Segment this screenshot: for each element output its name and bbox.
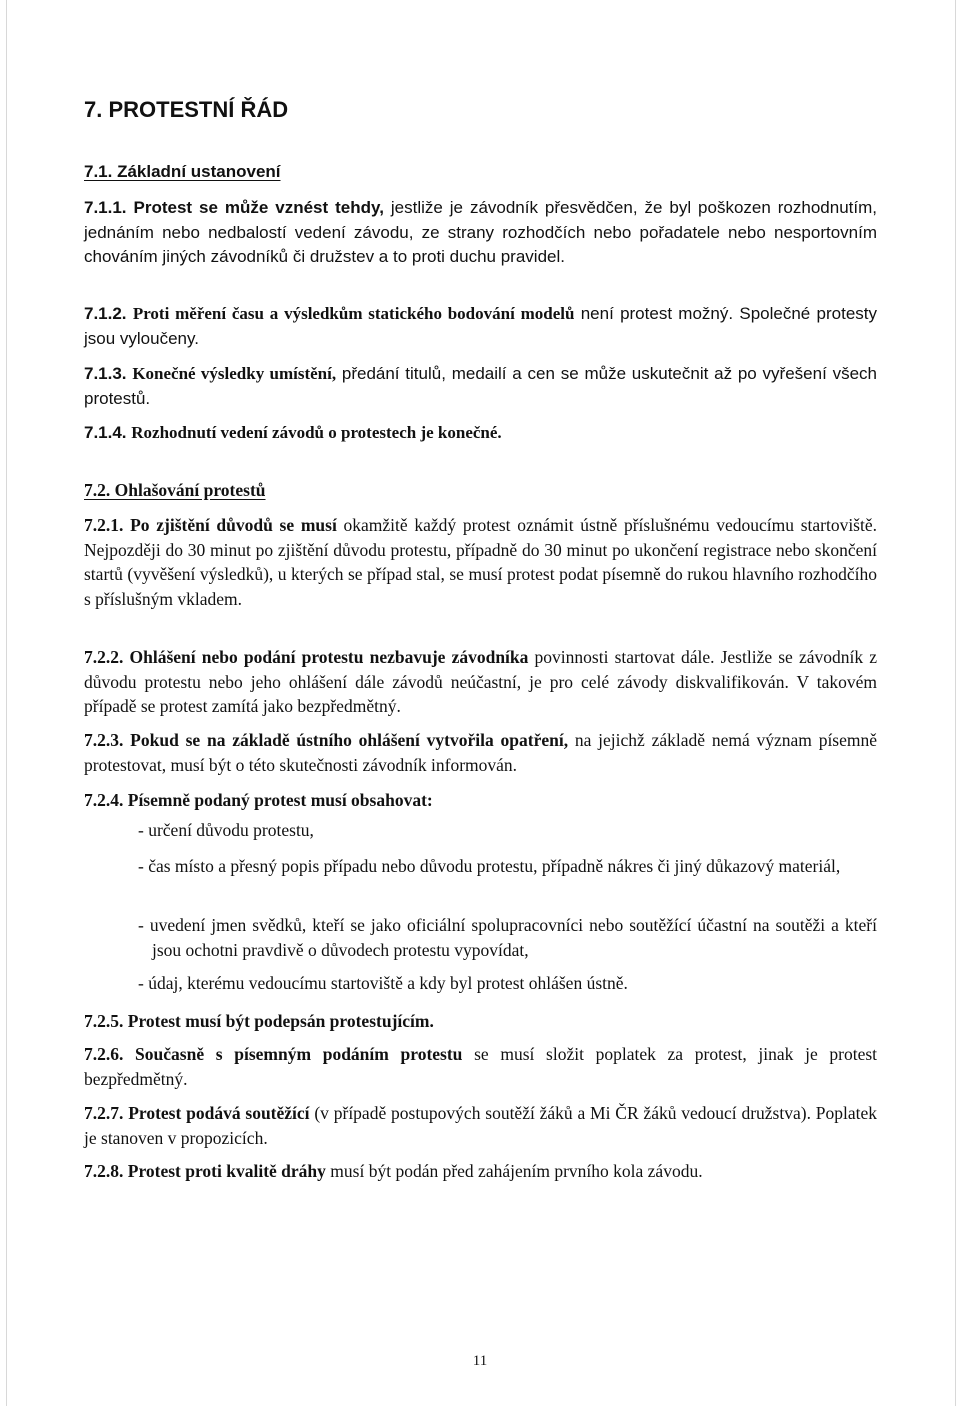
section-1-title: 7.1. Základní ustanovení (84, 162, 281, 181)
paragraph-text: předání titulů, medailí a cen se může uskutečnit až po vyřešení všech protestů. (84, 364, 877, 408)
paragraph-bold: Písemně podaný protest musí obsahovat: (127, 790, 433, 810)
paragraph-bold: Ohlášení nebo podání protestu nezbavuje závodníka (129, 647, 529, 667)
paragraph-number: 7.2.3. (84, 730, 124, 750)
paragraph-number: 7.2.8. (84, 1161, 124, 1181)
paragraph-number: 7.2.1. (84, 515, 124, 535)
list-item: - uvedení jmen svědků, kteří se jako oficiální spolupracovníci nebo soutěžící účastní na soutěži a kteří jsou ochotni pravdivě o důvodech protestu vypovídat, (138, 915, 877, 960)
paragraph-7-2-5 (84, 1009, 877, 1034)
paragraph-number: 7.2.4. (84, 790, 124, 810)
paragraph-bold: Protest podává soutěžící (128, 1103, 310, 1123)
paragraph-number: 7.2.2. (84, 647, 124, 667)
paragraph-7-2-4 (84, 788, 877, 813)
paragraph-number: 7.1.1. (84, 198, 127, 217)
paragraph-bold: Po zjištění důvodů se musí (130, 515, 337, 535)
paragraph-number: 7.1.4. (84, 423, 127, 442)
list-item: - určení důvodu protestu, (138, 820, 314, 840)
paragraph-7-2-3 (84, 728, 877, 777)
paragraph-bold: Rozhodnutí vedení závodů o protestech je konečné. (131, 423, 502, 442)
paragraph-number: 7.1.3. (84, 364, 127, 383)
paragraph-text: musí být podán před zahájením prvního kola závodu. (325, 1161, 703, 1181)
paragraph-text: okamžitě každý protest oznámit ústně příslušnému vedoucímu startoviště. Nejpozději do 30 minut po zjištění důvodu protestu, případně do 30 minut po ukončení registrace nebo skončení startů (vyvěšení výsledků), u kterých se případ stal, se musí protest podat písemně do rukou hlavního rozhodčího s příslušným vkladem. (84, 515, 877, 609)
paragraph-text: povinnosti startovat dále. Jestliže se závodník z důvodu protestu nebo jeho ohlášení dále závodů neúčastní, je pro celé závody diskvalifikován. V takovém případě se protest zamítá jako bezpředmětný. (84, 647, 878, 716)
paragraph-bold: Protest proti kvalitě dráhy (127, 1161, 326, 1181)
page-number: 11 (472, 1353, 488, 1369)
paragraph-number: 7.1.2. (84, 304, 127, 323)
paragraph-bold: Proti měření času a výsledkům statického bodování modelů (132, 304, 575, 323)
paragraph-bold: Konečné výsledky umístění, (132, 364, 337, 383)
paragraph-text: jestliže je závodník přesvědčen, že byl poškozen rozhodnutím, jednáním nebo nedbalostí vedení závodu, ze strany rozhodčích nebo pořadatele nebo nesportovním chováním jiných závodníků či družstev a to proti duchu pravidel. (84, 198, 877, 266)
paragraph-bold: Pokud se na základě ústního ohlášení vytvořila opatření, (130, 730, 569, 750)
paragraph-7-2-7 (84, 1101, 877, 1150)
paragraph-7-1-1 (84, 196, 877, 270)
list-item: - čas místo a přesný popis případu nebo důvodu protestu, případně nákres či jiný důkazový materiál, (138, 856, 841, 876)
paragraph-text: na jejichž základě nemá význam písemně protestovat, musí být o této skutečnosti závodník informován. (84, 730, 878, 775)
paragraph-number: 7.2.5. (84, 1011, 124, 1031)
paragraph-bold: Protest musí být podepsán protestujícím. (127, 1011, 434, 1031)
paragraph-7-1-3 (84, 362, 877, 411)
paragraph-text: se musí složit poplatek za protest, jinak je protest bezpředmětný. (84, 1044, 878, 1089)
paragraph-7-2-1 (84, 513, 877, 611)
list-item: - údaj, kterému vedoucímu startoviště a kdy byl protest ohlášen ústně. (138, 973, 628, 993)
paragraph-7-1-4 (84, 421, 877, 446)
paragraph-text: (v případě postupových soutěží žáků a Mi ČR žáků vedoucí družstva). Poplatek je stanoven v propozicích. (84, 1103, 877, 1148)
chapter-heading: 7. PROTESTNÍ ŘÁD (84, 97, 289, 122)
section-2-title: 7.2. Ohlašování protestů (84, 480, 266, 500)
paragraph-7-2-8 (84, 1159, 877, 1184)
paragraph-text: není protest možný. Společné protesty jsou vyloučeny. (84, 304, 877, 348)
paragraph-7-1-2 (84, 302, 877, 351)
paragraph-number: 7.2.7. (84, 1103, 124, 1123)
paragraph-bold: Protest se může vznést tehdy, (133, 198, 384, 217)
paragraph-7-2-6 (84, 1042, 877, 1091)
paragraph-7-2-2 (84, 645, 877, 719)
paragraph-bold: Současně s písemným podáním protestu (135, 1044, 463, 1064)
paragraph-number: 7.2.6. (84, 1044, 124, 1064)
